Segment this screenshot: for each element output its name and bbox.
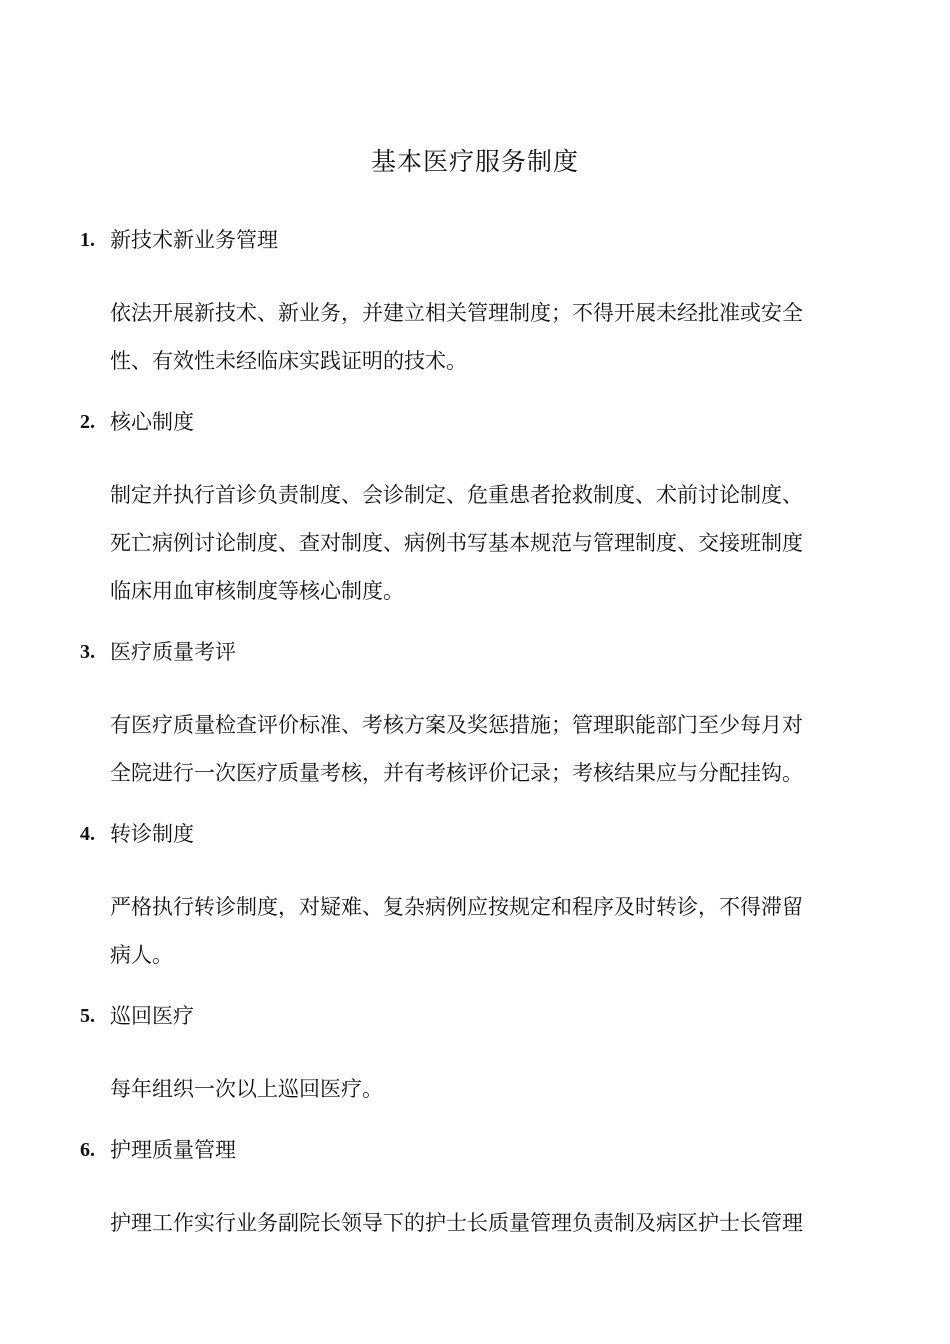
paragraph-line: 死亡病例讨论制度、查对制度、病例书写基本规范与管理制度、交接班制度 bbox=[110, 531, 803, 555]
section-heading bbox=[0, 1128, 950, 1172]
section-number: 2. bbox=[80, 411, 95, 433]
section-nursing-quality bbox=[0, 1128, 950, 1247]
section-paragraph bbox=[110, 883, 850, 979]
section-number: 5. bbox=[80, 1005, 95, 1027]
document-title: 基本医疗服务制度 bbox=[370, 147, 579, 176]
section-number: 3. bbox=[80, 641, 95, 663]
section-title: 新技术新业务管理 bbox=[110, 228, 278, 252]
paragraph-line: 有医疗质量检查评价标准、考核方案及奖惩措施；管理职能部门至少每月对 bbox=[110, 713, 803, 737]
section-mobile-medical bbox=[0, 994, 950, 1113]
paragraph-line: 病人。 bbox=[110, 943, 173, 967]
section-paragraph bbox=[110, 1199, 850, 1247]
section-new-technology bbox=[0, 218, 950, 385]
section-paragraph bbox=[110, 701, 850, 797]
section-heading bbox=[0, 218, 950, 262]
section-heading bbox=[0, 994, 950, 1038]
paragraph-line: 护理工作实行业务副院长领导下的护士长质量管理负责制及病区护士长管理 bbox=[110, 1211, 803, 1235]
section-paragraph bbox=[110, 289, 850, 385]
section-paragraph bbox=[110, 1065, 850, 1113]
section-number: 6. bbox=[80, 1139, 95, 1161]
paragraph-line: 性、有效性未经临床实践证明的技术。 bbox=[110, 349, 467, 373]
section-heading bbox=[0, 400, 950, 444]
paragraph-line: 严格执行转诊制度，对疑难、复杂病例应按规定和程序及时转诊，不得滞留 bbox=[110, 895, 803, 919]
paragraph-line: 制定并执行首诊负责制度、会诊制定、危重患者抢救制度、术前讨论制度、 bbox=[110, 483, 803, 507]
paragraph-line: 全院进行一次医疗质量考核，并有考核评价记录；考核结果应与分配挂钩。 bbox=[110, 761, 803, 785]
section-title: 巡回医疗 bbox=[110, 1004, 194, 1028]
section-paragraph bbox=[110, 471, 850, 615]
section-title: 核心制度 bbox=[110, 410, 194, 434]
section-title: 医疗质量考评 bbox=[110, 640, 236, 664]
section-heading bbox=[0, 630, 950, 674]
section-quality-evaluation bbox=[0, 630, 950, 797]
section-number: 4. bbox=[80, 823, 95, 845]
section-heading bbox=[0, 812, 950, 856]
section-referral bbox=[0, 812, 950, 979]
section-title: 护理质量管理 bbox=[110, 1138, 236, 1162]
section-number: 1. bbox=[80, 229, 95, 251]
section-core-systems bbox=[0, 400, 950, 615]
sections-container bbox=[0, 218, 950, 1262]
section-title: 转诊制度 bbox=[110, 822, 194, 846]
paragraph-line: 依法开展新技术、新业务，并建立相关管理制度；不得开展未经批准或安全 bbox=[110, 301, 803, 325]
paragraph-line: 临床用血审核制度等核心制度。 bbox=[110, 579, 404, 603]
paragraph-line: 每年组织一次以上巡回医疗。 bbox=[110, 1077, 383, 1101]
